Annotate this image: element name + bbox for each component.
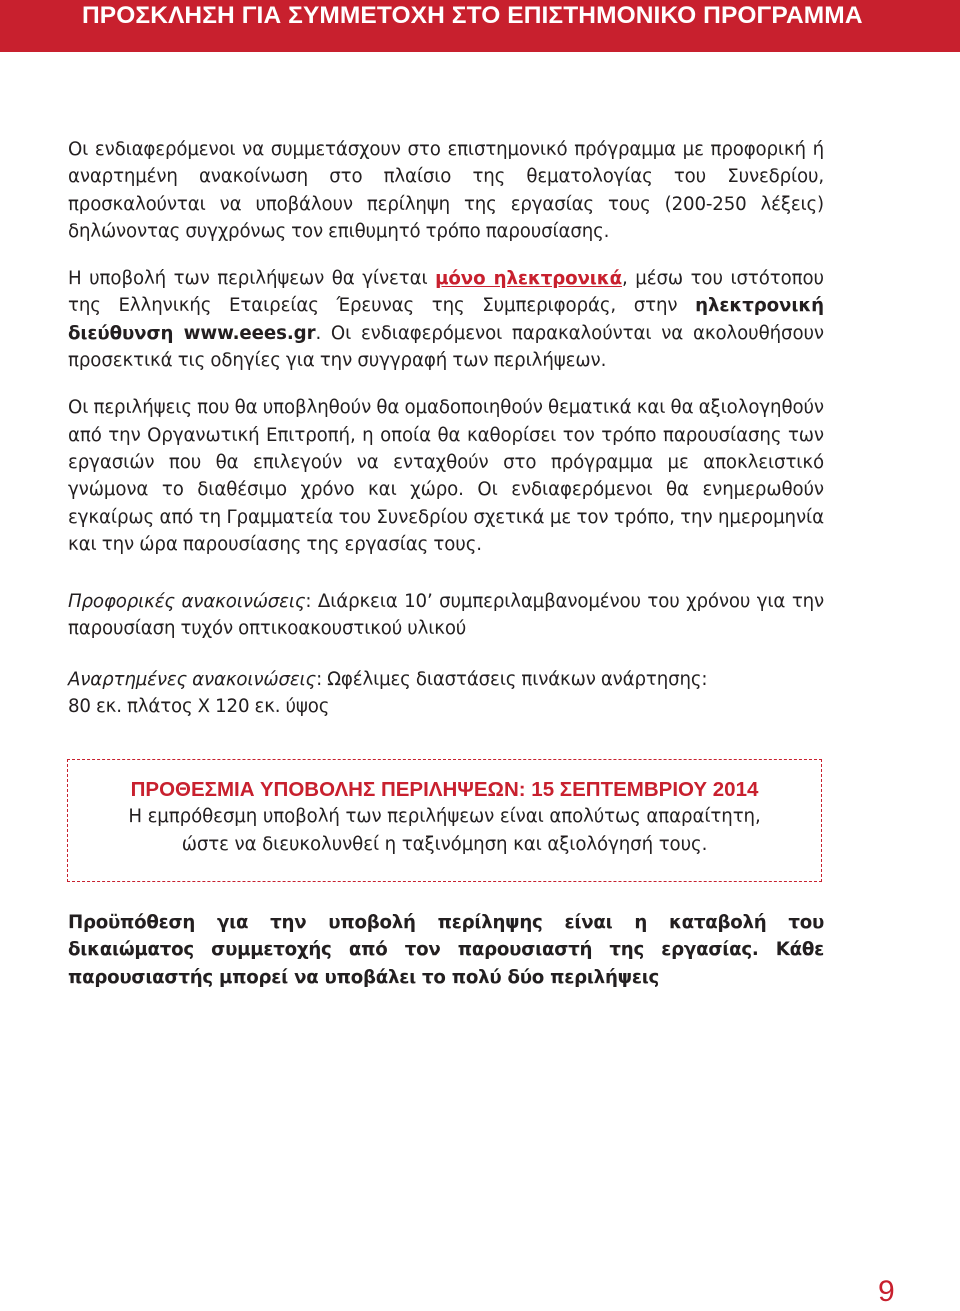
participation-condition: Προϋπόθεση για την υποβολή περίληψης είναι η καταβολή του δικαιώματος συμμετοχής από τον παρουσιαστή της εργασίας. Κάθε παρουσιαστής μπορεί να υποβάλει το πολύ δύο περιλήψεις <box>68 912 824 988</box>
submission-paragraph <box>68 265 824 374</box>
page-title: ΠΡΟΣΚΛΗΣΗ ΓΙΑ ΣΥΜΜΕΤΟΧΗ ΣΤΟ ΕΠΙΣΤΗΜΟΝΙΚΟ ΠΡΟΓΡΑΜΜΑ <box>82 2 863 29</box>
submission-text-after: . Οι ενδιαφερόμενοι παρακαλούνται να ακολουθήσουν προσεκτικά τις οδηγίες για την συγγραφή των περιλήψεων. <box>68 322 824 372</box>
submission-text-before: Η υποβολή των περιλήψεων θα γίνεται <box>68 268 436 290</box>
submission-text-middle: , μέσω του ιστότοπου της Ελληνικής Εταιρείας Έρευνας της Συμπεριφοράς, στην <box>68 268 824 317</box>
deadline-line-1: Η εμπρόθεσμη υποβολή των περιλήψεων είναι απολύτως απαραίτητη, <box>128 806 761 827</box>
header-bar <box>0 0 960 52</box>
page-number: 9 <box>878 1275 895 1308</box>
deadline-title: ΠΡΟΘΕΣΜΙΑ ΥΠΟΒΟΛΗΣ ΠΕΡΙΛΗΨΕΩΝ: 15 ΣΕΠΤΕΜΒΡΙΟΥ 2014 <box>130 778 759 801</box>
selection-paragraph: Οι περιλήψεις που θα υποβληθούν θα ομαδοποιηθούν θεματικά και θα αξιολογηθούν από την Οργανωτική Επιτροπή, η οποία θα καθορίσει τον τρόπο παρουσίασης των εργασιών που θα επιλεγούν να ενταχθούν στο πρόγραμμα με αποκλειστικό γνώμονα το διαθέσιμο χρόνο και χώρο. Οι ενδιαφερόμενοι θα ενημερωθούν εγκαίρως από τη Γραμματεία του Συνεδρίου σχετικά με τον τρόπο, την ημερομηνία και την ώρα παρουσίασης της εργασίας τους. <box>68 397 824 555</box>
poster-presentations-label: Αναρτημένες ανακοινώσεις <box>68 668 317 690</box>
website-address-link[interactable]: ηλεκτρονική διεύθυνση www.eees.gr <box>68 295 824 344</box>
oral-presentations-text: : Διάρκεια 10’ συμπεριλαμβανομένου του χρόνου για την παρουσίαση τυχόν οπτικοακουστικού υλικού <box>68 591 824 640</box>
oral-presentations-paragraph <box>68 588 824 643</box>
electronic-only-emphasis: μόνο ηλεκτρονικά <box>435 268 623 290</box>
deadline-box <box>67 759 822 882</box>
intro-paragraph: Οι ενδιαφερόμενοι να συμμετάσχουν στο επιστημονικό πρόγραμμα με προφορική ή αναρτημένη ανακοίνωση στο πλαίσιο της θεματολογίας του Συνεδρίου, προσκαλούνται να υποβάλουν περίληψη της εργασίας τους (200-250 λέξεις) δηλώνοντας συγχρόνως τον επιθυμητό τρόπο παρουσίασης. <box>68 139 824 242</box>
main-content <box>68 136 824 720</box>
poster-dimensions: 80 εκ. πλάτος Χ 120 εκ. ύψος <box>68 696 330 718</box>
poster-presentations-paragraph <box>68 666 824 721</box>
poster-presentations-text: : Ωφέλιμες διαστάσεις πινάκων ανάρτησης: <box>316 668 708 690</box>
oral-presentations-label: Προφορικές ανακοινώσεις <box>68 591 306 613</box>
deadline-line-2: ώστε να διευκολυνθεί η ταξινόμηση και αξιολόγησή τους. <box>181 833 708 855</box>
